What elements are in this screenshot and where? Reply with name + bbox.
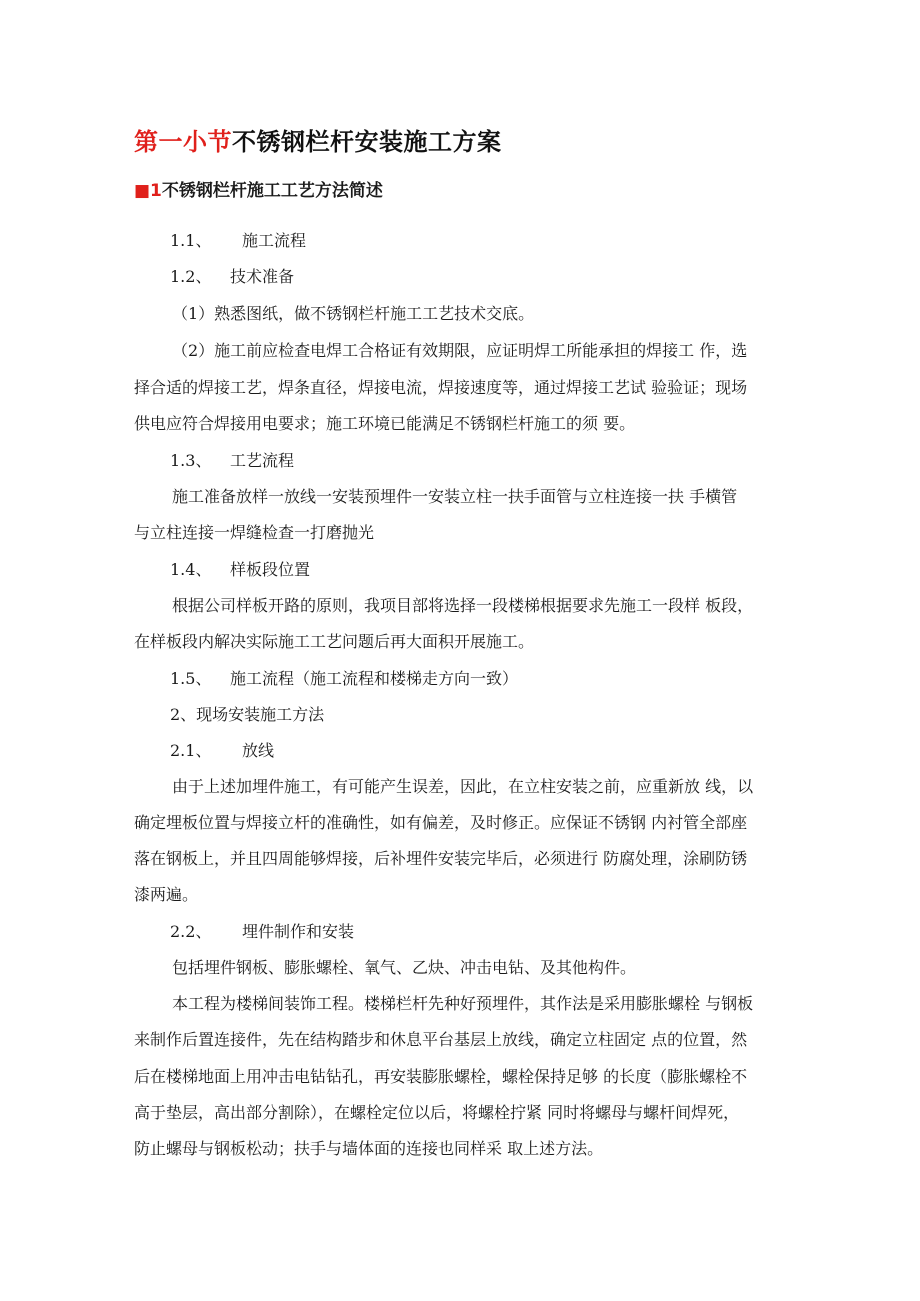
section-title: 放线 xyxy=(242,741,275,760)
section-1-1 xyxy=(170,230,830,252)
section-number: 2.1、 xyxy=(170,741,212,760)
section-1-4 xyxy=(170,559,830,581)
section-title: 样板段位置 xyxy=(230,560,311,579)
paragraph-6: 包括埋件钢板、膨胀螺栓、氧气、乙炔、冲击电钻、及其他构件。 xyxy=(172,958,637,977)
paragraph-2-line-2: 择合适的焊接工艺，焊条直径，焊接电流，焊接速度等，通过焊接工艺试 验验证；现场 xyxy=(134,378,748,397)
paragraph-5-line-4: 漆两遍。 xyxy=(134,885,199,904)
section-number: 1.5、 xyxy=(170,669,212,688)
paragraph-7-line-1: 本工程为楼梯间装饰工程。楼梯栏杆先种好预埋件，其作法是采用膨胀螺栓 与钢板 xyxy=(172,994,754,1013)
paragraph-7-line-4: 高于垫层，高出部分割除），在螺栓定位以后，将螺栓拧紧 同时将螺母与螺杆间焊死， xyxy=(134,1103,740,1122)
paragraph-5-line-3: 落在钢板上，并且四周能够焊接，后补埋件安装完毕后，必须进行 防腐处理，涂刷防锈 xyxy=(134,849,748,868)
section-title: 施工流程 xyxy=(242,231,307,250)
paragraph-1: （1）熟悉图纸，做不锈钢栏杆施工工艺技术交底。 xyxy=(172,304,535,323)
section-1-2 xyxy=(170,266,830,288)
paragraph-2-line-1: （2）施工前应检查电焊工合格证有效期限，应证明焊工所能承担的焊接工 作，选 xyxy=(172,341,748,360)
section-title: 工艺流程 xyxy=(230,451,295,470)
section-number: 1.2、 xyxy=(170,267,212,286)
section-number: 2.2、 xyxy=(170,922,212,941)
section-number: 1.3、 xyxy=(170,451,212,470)
paragraph-2-line-3: 供电应符合焊接用电要求；施工环境已能满足不锈钢栏杆施工的须 要。 xyxy=(134,414,636,433)
subheading-text: 不锈钢栏杆施工工艺方法简述 xyxy=(161,181,383,201)
paragraph-5-line-1: 由于上述加埋件施工，有可能产生误差，因此，在立柱安装之前，应重新放 线，以 xyxy=(172,777,754,796)
section-number: 1.4、 xyxy=(170,560,212,579)
section-title: 埋件制作和安装 xyxy=(242,922,355,941)
paragraph-5-line-2: 确定埋板位置与焊接立杆的准确性，如有偏差，及时修正。应保证不锈钢 内衬管全部座 xyxy=(134,813,748,832)
section-2: 2、现场安装施工方法 xyxy=(170,705,325,724)
section-title: 技术准备 xyxy=(230,267,295,286)
subheading-bullet: ■1 xyxy=(134,181,162,201)
section-1-5 xyxy=(170,668,830,690)
title-main-text: 不锈钢栏杆安装施工方案 xyxy=(232,128,502,156)
paragraph-3-line-2: 与立柱连接一焊缝检查一打磨抛光 xyxy=(134,523,375,542)
section-2-2 xyxy=(170,921,830,943)
paragraph-7-line-3: 后在楼梯地面上用冲击电钻钻孔，再安装膨胀螺栓，螺栓保持足够 的长度（膨胀螺栓不 xyxy=(134,1067,748,1086)
paragraph-4-line-1: 根据公司样板开路的原则，我项目部将选择一段楼梯根据要求先施工一段样 板段， xyxy=(172,596,754,615)
paragraph-7-line-2: 来制作后置连接件，先在结构踏步和休息平台基层上放线，确定立柱固定 点的位置，然 xyxy=(134,1030,748,1049)
paragraph-4-line-2: 在样板段内解决实际施工工艺问题后再大面积开展施工。 xyxy=(134,632,535,651)
title-section-label: 第一小节 xyxy=(134,128,232,156)
section-title: 施工流程（施工流程和楼梯走方向一致） xyxy=(230,669,519,688)
paragraph-7-line-5: 防止螺母与钢板松动；扶手与墙体面的连接也同样采 取上述方法。 xyxy=(134,1139,604,1158)
paragraph-3-line-1: 施工准备放样一放线一安装预埋件一安装立柱一扶手面管与立柱连接一扶 手横管 xyxy=(172,487,738,506)
page-title xyxy=(134,122,502,157)
section-2-1 xyxy=(170,740,830,762)
subheading xyxy=(134,176,383,201)
section-number: 1.1、 xyxy=(170,231,212,250)
section-1-3 xyxy=(170,450,830,472)
